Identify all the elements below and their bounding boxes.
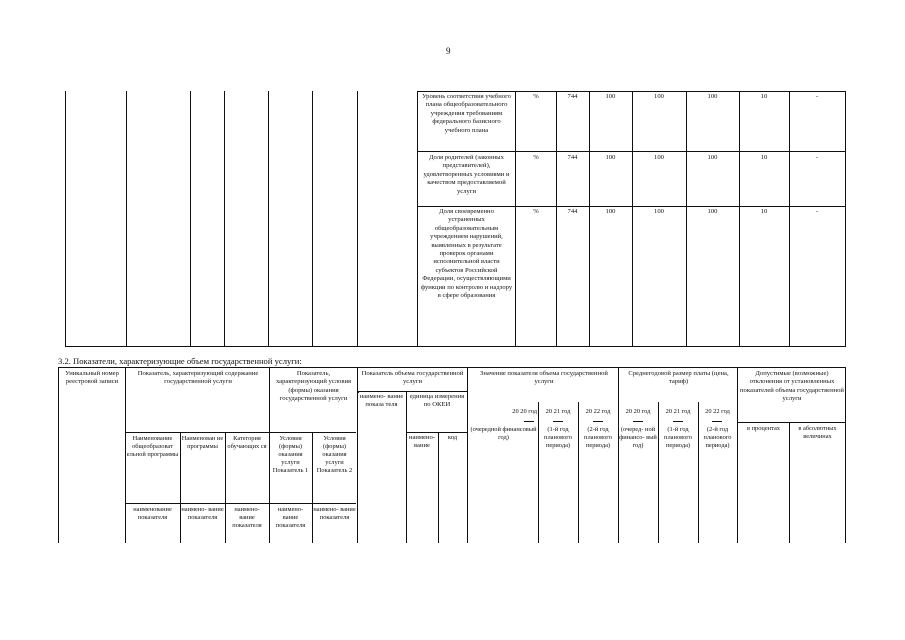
header-student-category: Категория обучающих ся (227, 435, 267, 450)
unit-cell: % (533, 208, 539, 215)
fee-year-2020: 20 20 год (625, 408, 651, 415)
header-average-fee: Среднегодовой размер платы (цена, тариф) (628, 370, 729, 386)
volume-year-2021-note: (1-й год планового периода) (544, 426, 572, 449)
header-unit-code: код (447, 434, 458, 441)
page-number: 9 (446, 46, 451, 56)
value-2021-cell: 100 (654, 208, 664, 215)
value-2020-cell: 100 (605, 208, 616, 215)
volume-year-2022: 20 22 год (585, 408, 611, 415)
volume-year-2021: 20 21 год (545, 408, 571, 415)
header-service-content: Показатель, характеризующий содержание государственной услуги (137, 370, 259, 386)
indicator-name-label: наимено- вание показателя (232, 506, 262, 529)
deviation-absolute-cell: - (815, 93, 819, 100)
header-service-conditions: Показатель, характеризующий условия (формы) оказания государственной услуги (275, 370, 352, 403)
volume-year-2022-note: (2-й год планового периода) (584, 426, 612, 449)
header-program-name: Наименован ие программы (181, 435, 224, 450)
header-volume-value: Значение показателя объема государственной услуги (480, 370, 608, 386)
indicator-name: Доля родителей (законных представителей), удовлетворенных условиями и качеством предоставляемой услуги (423, 154, 510, 195)
okei-code-cell: 744 (567, 208, 578, 215)
deviation-percent-cell: 10 (760, 208, 768, 215)
fee-year-2022: 20 22 год (705, 408, 730, 415)
indicator-name-label: наимено- вание показателя (275, 506, 306, 529)
section-heading: 3.2. Показатели, характеризующие объем государственной услуги: (58, 356, 302, 366)
value-2022-cell: 100 (707, 208, 718, 215)
value-2021-cell: 100 (654, 93, 664, 100)
header-condition-2: Условия (формы) оказания услуги Показатель 2 (316, 435, 353, 474)
okei-code-cell: 744 (567, 93, 578, 100)
header-allowed-deviation: Допустимые (возможные) отклонения от установленных показателей объема государственной услуги (740, 370, 844, 403)
value-2020-cell: 100 (605, 154, 616, 161)
deviation-percent-cell: 10 (760, 154, 768, 161)
fee-year-2020-note: (очеред- ной финансо- вый год) (619, 426, 657, 449)
indicator-name: Доля своевременно устраненных общеобразовательным учреждением нарушений, выявленных в результате проверок органами исполнительной власти субъектов Российской Федерации, осуществляющими функции по контролю и надзору в сфере образования (420, 208, 513, 300)
header-deviation-absolute: в абсолютных величинах (798, 425, 837, 440)
header-deviation-percent: в процентах (746, 425, 780, 432)
fee-year-2021-note: (1-й год планового периода) (664, 426, 692, 449)
header-program-type: Наименование общеобразоват ельной программы (126, 435, 179, 458)
indicator-name-label: наименование показателя (133, 506, 172, 521)
header-volume-name: наимено- вание показа теля (359, 393, 404, 409)
unit-cell: % (533, 93, 539, 100)
indicator-name: Уровень соответствия учебного плана общеобразовательного учреждения требованиям федерального базисного учебного плана (422, 93, 511, 134)
value-2022-cell: 100 (707, 154, 718, 161)
header-condition-1: Условия (формы) оказания услуги Показатель 1 (272, 435, 309, 474)
fee-year-2021: 20 21 год (665, 408, 691, 415)
indicator-name-label: наимено- вание показателя (313, 506, 356, 521)
deviation-percent-cell: 10 (760, 93, 768, 100)
header-volume-indicator: Показатель объема государственной услуги (361, 370, 464, 386)
deviation-absolute-cell: - (815, 154, 819, 161)
value-2020-cell: 100 (605, 93, 616, 100)
header-volume-unit: единица измерения по ОКЕИ (409, 393, 465, 409)
header-unique-number: Уникальный номер реестровой записи (65, 370, 119, 386)
deviation-absolute-cell: - (815, 208, 819, 215)
value-2021-cell: 100 (654, 154, 664, 161)
okei-code-cell: 744 (567, 154, 578, 161)
value-2022-cell: 100 (707, 93, 718, 100)
header-unit-name: наимено- вание (408, 434, 436, 450)
fee-year-2022-note: (2-й год планового периода) (703, 426, 732, 449)
volume-year-2020: 20 20 год (512, 408, 537, 415)
volume-year-2020-note: (очередной финансовый год) (470, 426, 537, 441)
unit-cell: % (533, 154, 539, 161)
indicator-name-label: наимено- вание показателя (181, 506, 224, 521)
